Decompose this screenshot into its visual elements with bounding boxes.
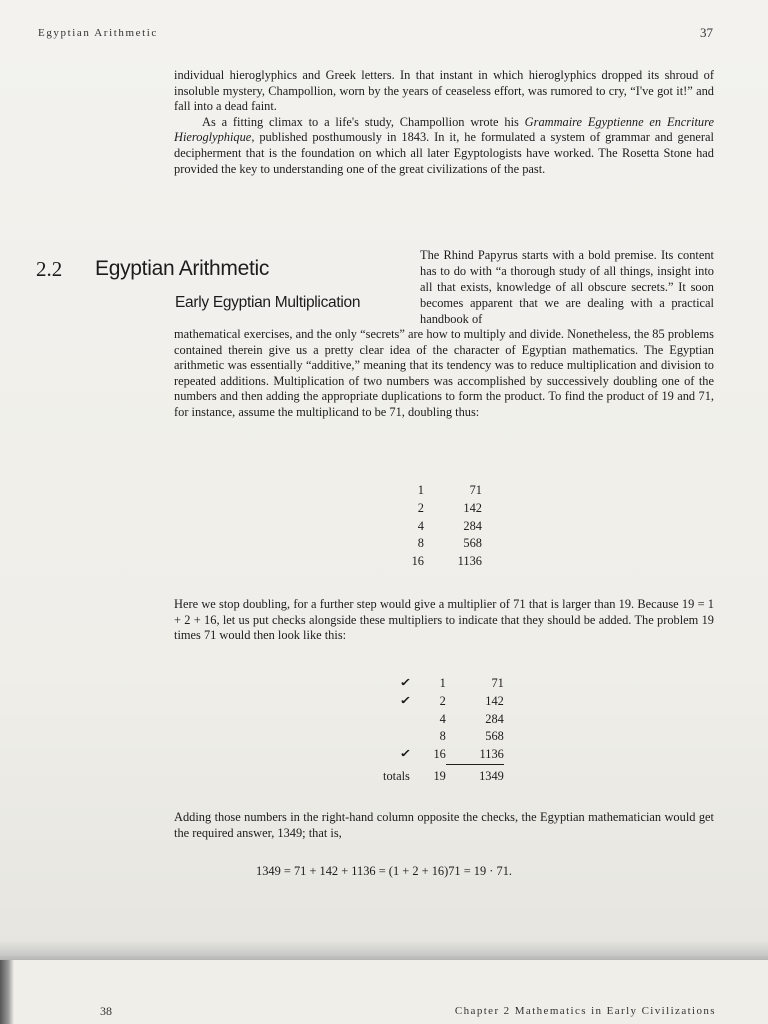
multiplier-cell: 4 — [439, 711, 446, 726]
section-paragraph-continued: mathematical exercises, and the only “secrets” are how to multiply and divide. Nonetheless, the 85 problems contained therein give us a pretty clear idea of the character of Egyptian mathematics. The Egyptian arithmetic was essentially “additive,” meaning that its tendency was to reduce multiplication and division to repeated additions. Multiplication of two numbers was accomplished by successively doubling one of the numbers and then adding the appropriate duplications to form the product. To find the product of 19 and 71, for instance, assume the multiplicand to be 71, doubling thus: — [174, 327, 714, 419]
table-row — [390, 482, 482, 500]
product-equation: 1349 = 71 + 142 + 1136 = (1 + 2 + 16)71 = 19 · 71. — [256, 864, 512, 878]
adding-text — [174, 810, 714, 841]
intro-paragraph-2-start: As a fitting climax to a life's study, Champollion wrote his — [202, 114, 525, 129]
value-cell: 71 — [469, 483, 482, 497]
table-row — [390, 518, 482, 536]
section-number: 2.2 — [36, 257, 63, 281]
check-mark-cell — [383, 675, 410, 693]
checked-multiplication-table — [383, 675, 504, 786]
value-cell: 284 — [463, 518, 482, 533]
check-mark-cell — [383, 746, 410, 764]
doubling-table — [390, 482, 482, 571]
value-cell: 142 — [463, 500, 482, 515]
page-edge-shadow — [0, 940, 768, 962]
section-paragraph — [174, 327, 714, 421]
book-spine — [0, 960, 14, 1024]
stop-doubling-paragraph: Here we stop doubling, for a further step would give a multiplier of 71 that is larger than 19. Because 19 = 1 + 2 + 16, let us put checks alongside these multipliers to indicate that they should be added. The problem 19 times 71 would then look like this: — [174, 597, 714, 643]
intro-text — [174, 68, 714, 177]
value-cell: 1136 — [479, 747, 504, 762]
value-cell: 71 — [491, 676, 504, 690]
multiplier-cell: 8 — [417, 536, 424, 551]
check-mark-icon: ✓ — [399, 677, 412, 689]
section-title: Egyptian Arithmetic — [95, 257, 270, 280]
table-row — [383, 728, 504, 746]
table-row — [383, 675, 504, 693]
table-row — [390, 553, 482, 571]
table-row — [390, 500, 482, 518]
table-row — [390, 535, 482, 553]
total-value: 1349 — [446, 764, 504, 785]
adding-paragraph: Adding those numbers in the right-hand column opposite the checks, the Egyptian mathematician would get the required answer, 1349; that is, — [174, 810, 714, 840]
value-cell: 284 — [485, 711, 504, 726]
footer-page-number: 38 — [100, 1004, 112, 1018]
value-cell: 568 — [463, 536, 482, 551]
value-cell: 568 — [485, 729, 504, 744]
multiplier-cell: 16 — [433, 747, 446, 762]
page-number: 37 — [700, 25, 713, 40]
check-mark-icon: ✓ — [399, 694, 412, 707]
table-row — [383, 693, 504, 711]
intro-paragraph-2-end: , published posthumously in 1843. In it, he formulated a system of grammar and general decipherment that is the foundation on which all later Egyptologists have worked. The Rosetta Stone had provided the key to understanding one of the great civilizations of the past. — [174, 130, 714, 176]
multiplier-cell: 1 — [417, 483, 424, 497]
multiplier-cell: 2 — [417, 500, 424, 515]
table-row — [383, 746, 504, 764]
intro-paragraph-1: individual hieroglyphics and Greek letters. In that instant in which hieroglyphics dropped its shroud of insoluble mystery, Champollion, worn by the years of ceaseless effort, was rumored to cry, “I've got it!” and fall into a dead faint. — [174, 68, 714, 114]
totals-label: totals — [383, 768, 410, 783]
value-cell: 142 — [485, 693, 504, 708]
footer-chapter-title: Chapter 2 Mathematics in Early Civilizations — [454, 1005, 716, 1017]
table-row — [383, 711, 504, 729]
check-mark-cell — [383, 728, 410, 746]
check-mark-cell — [383, 693, 410, 711]
check-mark-cell — [383, 711, 410, 729]
subsection-title: Early Egyptian Multiplication — [175, 294, 361, 311]
multiplier-cell: 2 — [439, 693, 446, 708]
running-head: Egyptian Arithmetic — [38, 27, 158, 39]
totals-row — [383, 764, 504, 785]
value-cell: 1136 — [457, 554, 482, 569]
multiplier-cell: 8 — [439, 729, 446, 744]
intro-paragraph-2 — [174, 115, 714, 177]
total-multiplier: 19 — [433, 768, 446, 783]
book-title: Grammaire Egyptienne en Encriture Hieroglyphique — [174, 114, 714, 145]
stop-doubling-text — [174, 597, 714, 644]
multiplier-cell: 16 — [411, 554, 424, 569]
multiplier-cell: 4 — [417, 518, 424, 533]
multiplier-cell: 1 — [439, 676, 446, 690]
check-mark-icon: ✓ — [399, 748, 412, 761]
section-intro-paragraph: The Rhind Papyrus starts with a bold premise. Its content has to do with “a thorough study of all things, insight into all that exists, knowledge of all obscure secrets.” It soon becomes apparent that we are dealing with a practical handbook of — [420, 248, 714, 326]
